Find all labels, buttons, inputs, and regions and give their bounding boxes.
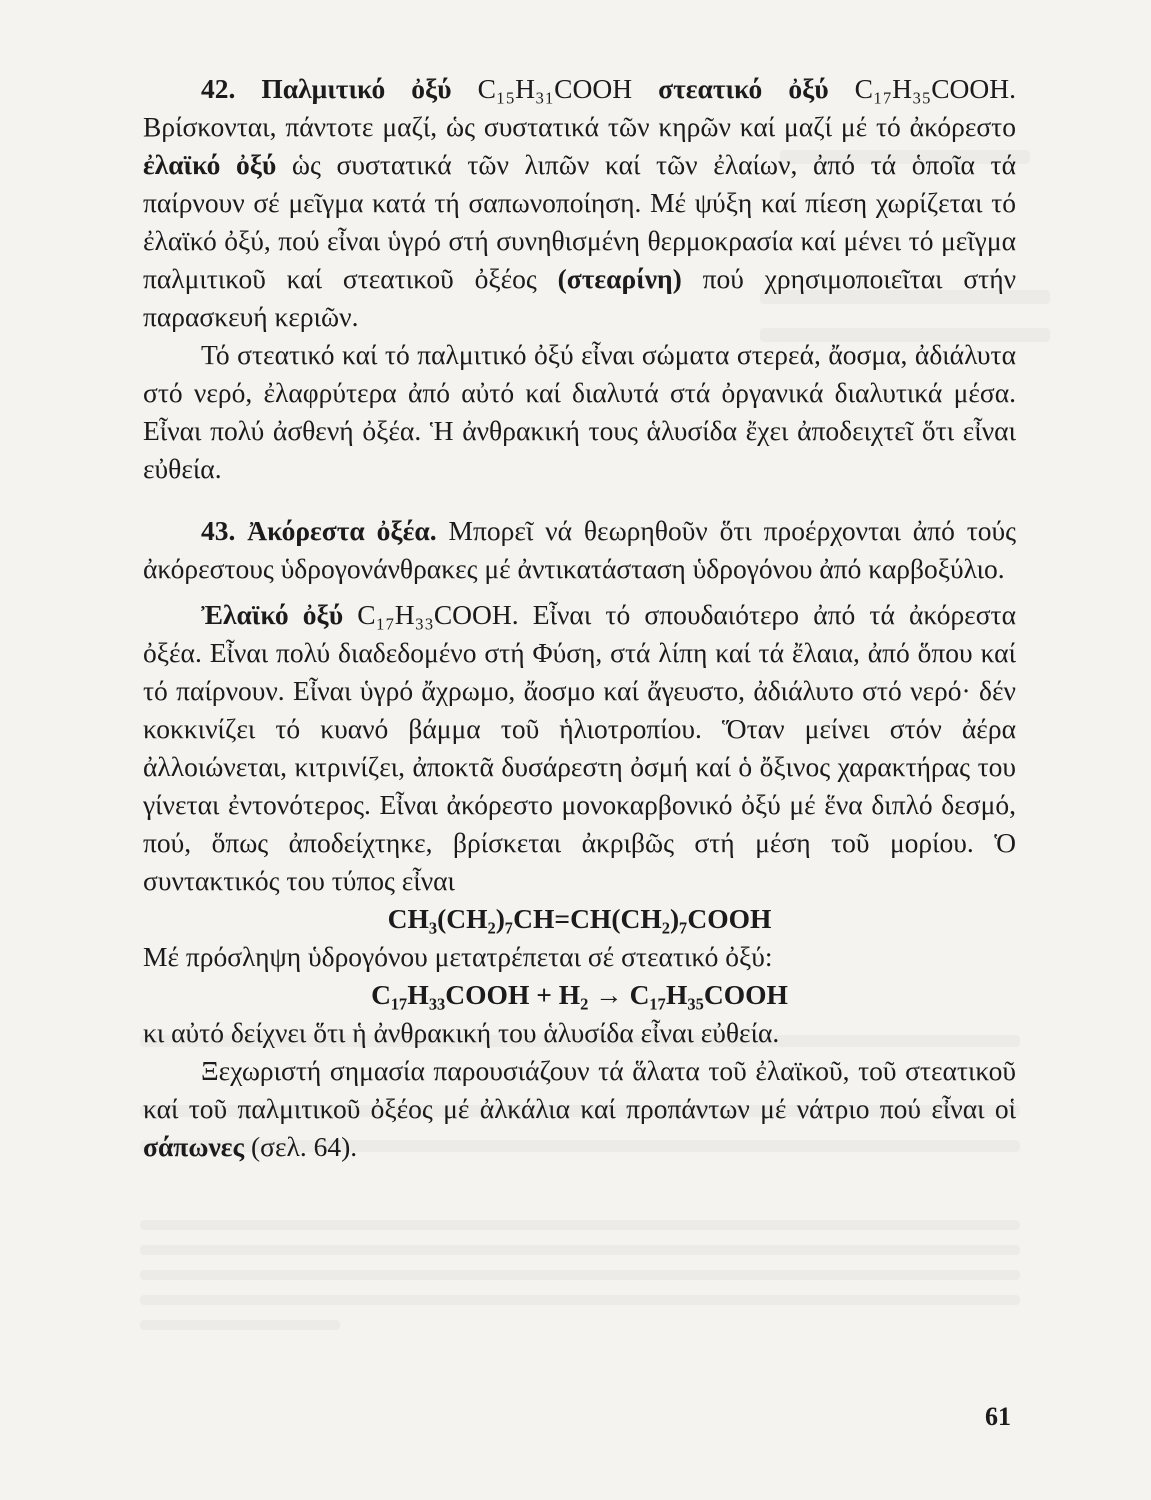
section-42	[143, 70, 1016, 488]
soaps-text-a: Ξεχωριστή σημασία παρουσιάζουν τά ἅλατα τοῦ ἐλαϊκοῦ, τοῦ στεατικοῦ καί τοῦ παλμιτικοῦ ὀξέος μέ ἀλκάλια καί προπάντων μέ νάτριο πού εἶναι οἱ	[143, 1055, 1016, 1124]
section-42-heading-paragraph	[143, 70, 1016, 336]
oleic-acid-paragraph	[143, 596, 1016, 900]
soaps-term: σάπωνες	[143, 1131, 245, 1162]
conclusion-text: κι αὐτό δείχνει ὅτι ἡ ἀνθρακική του ἁλυσίδα εἶναι εὐθεία.	[143, 1017, 780, 1048]
section-43-number: 43.	[201, 515, 236, 546]
oleic-acid-heading: Ἐλαϊκό ὀξύ	[201, 599, 344, 630]
section-43-intro: Μπορεῖ νά θεωρηθοῦν ὅτι προέρχονται ἀπό τούς ἀκόρεστους ὑδρογονάνθρακες μέ ἀντικατάσταση ὑδρογόνου ἀπό καρβοξύλιο.	[143, 515, 1017, 584]
soaps-text-b: (σελ. 64).	[251, 1131, 358, 1162]
section-42-text-c: πού χρησιμοποιεῖται στήν παρασκευή κεριῶν.	[143, 263, 1017, 332]
section-42-text-b: ὡς συστατικά τῶν λιπῶν καί τῶν ἐλαίων, ἀπό τά ὁποῖα τά παίρνουν σέ μεῖγμα κατά τή σαπωνοποίηση. Μέ ψύξη καί πίεση χωρίζεται τό ἐλαϊκό ὀξύ, πού εἶναι ὑγρό στή συνηθισμένη θερμοκρασία καί μένει τό μεῖγμα παλμιτικοῦ καί στεατικοῦ ὀξέος	[143, 149, 1016, 294]
stearin-term: (στεαρίνη)	[557, 263, 682, 294]
hydrogenation-equation: C₁₇H₃₃COOH + H₂ → C₁₇H₃₅COOH	[371, 979, 788, 1010]
oleic-acid-formula: C₁₇H₃₃COOH.	[357, 599, 519, 630]
oleic-structural-formula: CH₃(CH₂)₇CH=CH(CH₂)₇COOH	[387, 903, 772, 934]
page-number: 61	[985, 1402, 1011, 1431]
stearic-acid-formula: C₁₇H₃₅COOH.	[854, 73, 1017, 104]
palmitic-acid-formula: C₁₅H₃₁COOH	[477, 73, 633, 104]
hydrogenation-text: Μέ πρόσληψη ὑδρογόνου μετατρέπεται σέ στεατικό ὀξύ:	[143, 941, 773, 972]
section-42-paragraph-2: Τό στεατικό καί τό παλμιτικό ὀξύ εἶναι σώματα στερεά, ἄοσμα, ἀδιάλυτα στό νερό, ἐλαφρύτερα ἀπό αὐτό καί διαλυτά στά ὀργανικά διαλυτικά μέσα. Εἶναι πολύ ἀσθενή ὀξέα. Ἡ ἀνθρακική τους ἁλυσίδα ἔχει ἀποδειχτεῖ ὅτι εἶναι εὐθεία.	[143, 339, 1016, 484]
section-43	[143, 512, 1016, 1166]
oleic-acid-text: Εἶναι τό σπουδαιότερο ἀπό τά ἀκόρεστα ὀξέα. Εἶναι πολύ διαδεδομένο στή Φύση, στά λίπη καί τά ἔλαια, ἀπό ὅπου καί τό παίρνουν. Εἶναι ὑγρό ἄχρωμο, ἄοσμο καί ἄγευστο, ἀδιάλυτο στό νερό· δέν κοκκινίζει τό κυανό βάμμα τοῦ ἡλιοτροπίου. Ὅταν μείνει στόν ἀέρα ἀλλοιώνεται, κιτρινίζει, ἀποκτᾶ δυσάρεστη ὀσμή καί ὁ ὄξινος χαρακτήρας του γίνεται ἐντονότερος. Εἶναι ἀκόρεστο μονοκαρβονικό ὀξύ μέ ἕνα διπλό δεσμό, πού, ὅπως ἀποδείχτηκε, βρίσκεται ἀκριβῶς στή μέση τοῦ μορίου. Ὁ συντακτικός του τύπος εἶναι	[143, 599, 1016, 896]
section-42-text-a: Βρίσκονται, πάντοτε μαζί, ὡς συστατικά τῶν κηρῶν καί μαζί μέ τό ἀκόρεστο	[143, 111, 1016, 142]
section-43-intro-paragraph	[143, 512, 1016, 588]
stearic-acid-heading: στεατικό ὀξύ	[658, 73, 829, 104]
oleic-acid-term: ἐλαϊκό ὀξύ	[143, 149, 277, 180]
soaps-paragraph	[143, 1052, 1016, 1166]
unsaturated-acids-heading: Ἀκόρεστα ὀξέα.	[247, 515, 437, 546]
section-42-number: 42.	[201, 73, 236, 104]
palmitic-acid-heading: Παλμιτικό ὀξύ	[261, 73, 452, 104]
